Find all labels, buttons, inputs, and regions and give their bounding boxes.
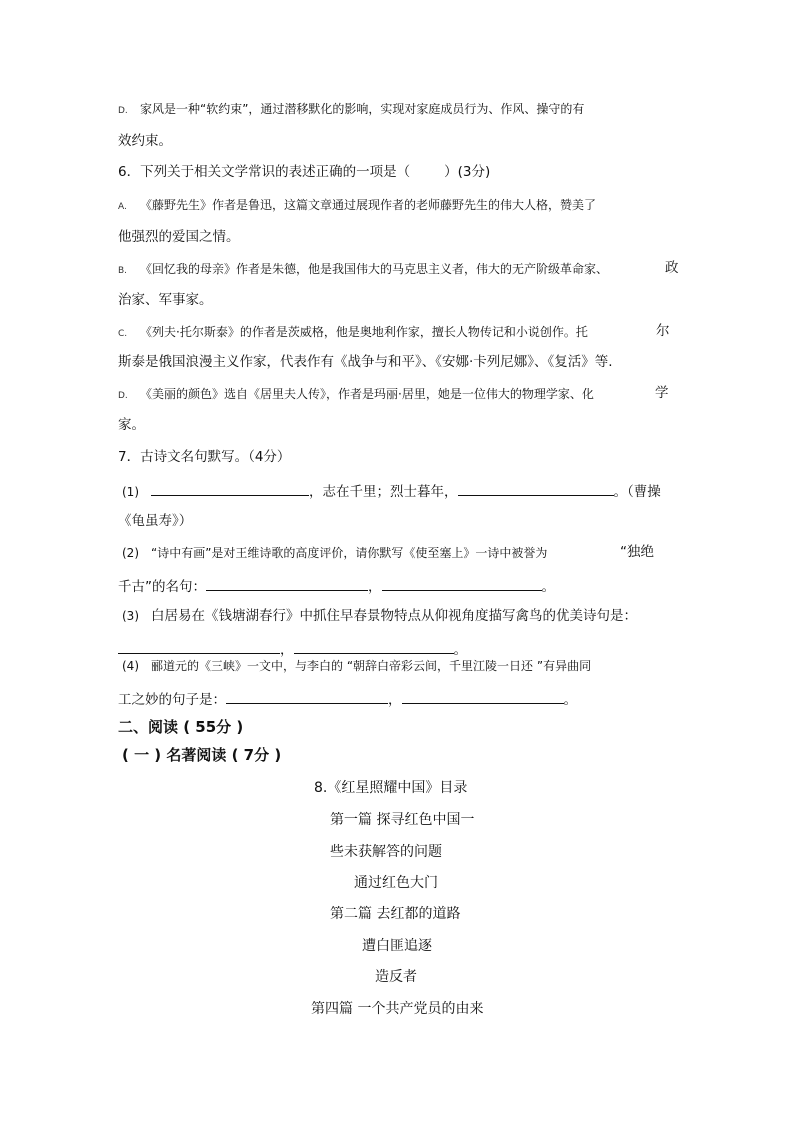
toc-entry: 第一篇 探寻红色中国一 [330, 812, 475, 828]
q6-option-d-tail: 学 [655, 385, 669, 401]
toc-entry: 遭白匪追逐 [362, 938, 432, 954]
item-text: 白居易在《钱塘湖春行》中抓住早春景物特点从仰视角度描写禽鸟的优美诗句是： [151, 608, 637, 624]
item-text: 。 [453, 642, 467, 658]
q6-option-b-cont: 治家、军事家。 [118, 292, 213, 308]
q6-option-d [118, 388, 594, 401]
toc-entry: 通过红色大门 [354, 875, 438, 891]
q6-option-c-tail: 尔 [656, 323, 670, 339]
q7-item-1-cont: 《龟虽寿》） [118, 513, 193, 529]
q7-item-2-tail: “独绝 [620, 544, 654, 560]
toc-entry: 第二篇 去红都的道路 [330, 906, 461, 922]
item-text: 。 [563, 692, 577, 708]
toc-title: 8.《红星照耀中国》目录 [314, 780, 468, 796]
item-text: “诗中有画”是对王维诗歌的高度评价，请你默写《使至塞上》一诗中被誉为 [151, 546, 548, 560]
item-text: 工之妙的句子是： [118, 692, 226, 708]
option-marker: D. [118, 106, 128, 116]
q6-option-c-cont: 斯泰是俄国浪漫主义作家，代表作有《战争与和平》、《安娜·卡列尼娜》、《复活》等. [118, 354, 613, 370]
option-text: 家风是一种“软约束”，通过潜移默化的影响，实现对家庭成员行为、作风、操守的有 [140, 102, 585, 116]
item-label: (2) [122, 546, 139, 560]
item-label: (4) [122, 659, 139, 673]
option-marker: B. [118, 266, 128, 276]
option-marker: A. [118, 202, 127, 212]
item-text: 。 [541, 579, 555, 595]
toc-entry: 些未获解答的问题 [330, 844, 442, 860]
question-score: ）(3分) [444, 164, 491, 180]
q7-item-4 [122, 660, 591, 672]
answer-blank[interactable] [151, 483, 309, 496]
q6-stem [118, 166, 490, 180]
q7-stem [118, 451, 290, 465]
option-text: 《藤野先生》作者是鲁迅，这篇文章通过展现作者的老师藤野先生的伟大人格，赞美了 [140, 198, 597, 212]
option-text: 《列夫·托尔斯泰》的作者是茨威格，他是奥地利作家，擅长人物传记和小说创作。托 [140, 325, 588, 339]
toc-entry: 第四篇 一个共产党员的由来 [311, 1001, 484, 1017]
item-text: 。（曹操 [613, 484, 661, 500]
item-label: (1) [122, 485, 139, 499]
answer-blank[interactable] [206, 578, 368, 591]
answer-blank[interactable] [382, 578, 542, 591]
item-text: 千古”的名句： [118, 579, 206, 595]
answer-blank[interactable] [294, 641, 454, 654]
q6-option-b-tail: 政 [665, 260, 679, 276]
q7-item-2-cont [118, 578, 555, 595]
q6-option-b [118, 263, 608, 276]
q5-option-d-cont: 效约束。 [118, 133, 172, 149]
q6-option-c [118, 326, 588, 339]
subsection-heading: ( 一 ) 名著阅读 ( 7分 ) [122, 746, 282, 764]
question-text: 7．古诗文名句默写。 [118, 449, 249, 465]
item-text: 郦道元的《三峡》一文中，与李白的 “朝辞白帝彩云间，千里江陵一日还 ”有异曲同 [151, 659, 592, 673]
q6-option-a [118, 199, 596, 212]
toc-entry: 造反者 [375, 969, 417, 985]
q7-item-3 [122, 610, 637, 624]
answer-blank[interactable] [402, 691, 564, 704]
option-marker: D. [118, 391, 128, 401]
q6-option-d-cont: 家。 [118, 417, 145, 433]
answer-blank[interactable] [226, 691, 388, 704]
answer-blank[interactable] [458, 483, 614, 496]
item-text: ， [280, 642, 294, 658]
q7-item-2 [122, 547, 547, 559]
option-marker: C. [118, 329, 128, 339]
item-text: ，志在千里；烈士暮年， [309, 484, 458, 500]
question-score: （4分） [248, 449, 291, 465]
item-text: ， [388, 692, 402, 708]
question-text: 6．下列关于相关文学常识的表述正确的一项是（ [118, 164, 411, 180]
option-text: 《美丽的颜色》选自《居里夫人传》，作者是玛丽·居里，她是一位伟大的物理学家、化 [140, 387, 594, 401]
q7-item-1 [122, 483, 661, 500]
q6-option-a-cont: 他强烈的爱国之情。 [118, 229, 240, 245]
q7-item-4-cont [118, 691, 577, 708]
item-label: (3) [122, 609, 139, 623]
item-text: ， [368, 579, 382, 595]
option-text: 《回忆我的母亲》作者是朱德，他是我国伟大的马克思主义者，伟大的无产阶级革命家、 [140, 262, 609, 276]
q5-option-d [118, 103, 584, 116]
section-heading: 二、阅读 ( 55分 ) [118, 718, 244, 736]
q7-item-3-answer [118, 641, 467, 658]
answer-blank[interactable] [118, 641, 280, 654]
